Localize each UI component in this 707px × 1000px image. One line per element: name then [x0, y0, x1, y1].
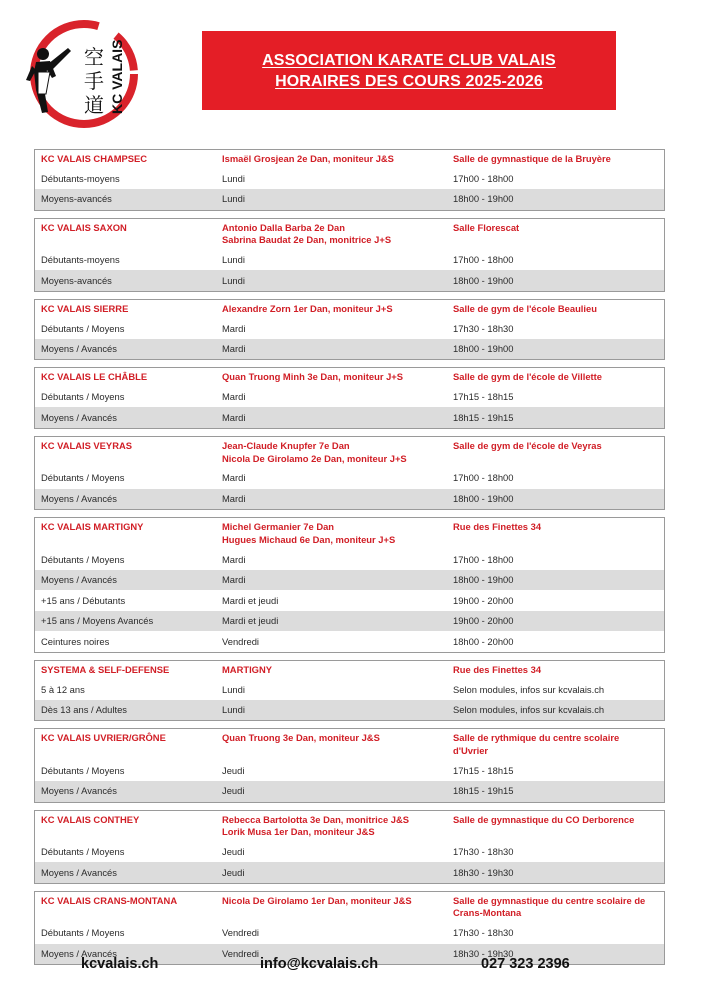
location-line: Rue des Finettes 34: [453, 521, 542, 533]
instructor-line: MARTIGNY: [222, 663, 272, 675]
location-line: Salle de gymnastique de la Bruyère: [453, 153, 611, 164]
course-level: Dès 13 ans / Adultes: [41, 704, 127, 716]
course-time: 18h00 - 19h00: [453, 492, 514, 504]
course-time: 18h00 - 20h00: [453, 635, 514, 647]
course-day: Mardi: [222, 492, 246, 504]
schedule-row: [35, 781, 664, 802]
course-time: 18h00 - 19h00: [453, 343, 514, 355]
club-name: [35, 371, 222, 384]
title-line-2: HORAIRES DES COURS 2025-2026: [275, 72, 543, 90]
schedule-row: [35, 489, 664, 510]
course-time: 17h15 - 18h15: [453, 391, 514, 403]
course-time: 18h30 - 19h30: [453, 866, 514, 878]
schedule-row: [35, 250, 664, 271]
schedule-row: [35, 169, 664, 190]
course-level: Débutants-moyens: [41, 172, 120, 184]
course-level: Débutants / Moyens: [41, 472, 125, 484]
course-time: 17h00 - 18h00: [453, 172, 514, 184]
course-day: Mardi: [222, 343, 246, 355]
course-time: 17h30 - 18h30: [453, 846, 514, 858]
course-level: Moyens / Avancés: [41, 492, 117, 504]
club-section: [34, 436, 665, 510]
club-name: [35, 440, 222, 465]
club-section: [34, 367, 665, 429]
course-day: Lundi: [222, 274, 245, 286]
title-banner: [202, 31, 616, 110]
section-header: [35, 811, 664, 842]
course-level: Moyens-avancés: [41, 193, 112, 205]
club-name-text: KC VALAIS SAXON: [41, 221, 127, 233]
location-line: Salle de gym de l'école de Villette: [453, 371, 602, 383]
contact-footer: [0, 956, 707, 980]
karate-logo-icon: [22, 14, 140, 132]
course-day: Mardi et jeudi: [222, 594, 279, 606]
course-day: Jeudi: [222, 785, 245, 797]
course-day: Mardi: [222, 391, 246, 403]
course-day: Jeudi: [222, 764, 245, 776]
instructor-line: Jean-Claude Knupfer 7e Dan: [222, 439, 350, 451]
section-header: [35, 437, 664, 468]
course-time: 17h30 - 18h30: [453, 927, 514, 939]
website-link[interactable]: kcvalais.ch: [81, 956, 159, 972]
schedule-row: [35, 407, 664, 428]
location-line: Salle de gym de l'école de Veyras: [453, 439, 602, 451]
course-time: 17h15 - 18h15: [453, 764, 514, 776]
schedule-row: [35, 318, 664, 339]
instructors: [222, 153, 453, 166]
course-level: Débutants / Moyens: [41, 764, 125, 776]
logo-text: KC VALAIS: [109, 39, 125, 114]
course-day: Mardi: [222, 472, 246, 484]
section-header: [35, 368, 664, 387]
location: [453, 521, 664, 546]
instructors: [222, 521, 453, 546]
course-level: Débutants / Moyens: [41, 391, 125, 403]
location-line: Salle de rythmique du centre scolaire: [453, 732, 620, 744]
club-name: [35, 664, 222, 677]
club-name: [35, 895, 222, 920]
instructor-line: Ismaël Grosjean 2e Dan, moniteur J&S: [222, 153, 394, 164]
club-section: [34, 891, 665, 965]
course-time: 18h00 - 19h00: [453, 193, 514, 205]
location: [453, 732, 664, 757]
schedule-row: [35, 339, 664, 360]
schedule-row: [35, 679, 664, 700]
instructor-line: Nicola De Girolamo 2e Dan, moniteur J+S: [222, 452, 407, 464]
club-name: [35, 732, 222, 757]
instructors: [222, 371, 453, 384]
course-level: 5 à 12 ans: [41, 683, 85, 695]
course-level: Débutants / Moyens: [41, 927, 125, 939]
logo-kanji-3: 道: [84, 93, 104, 117]
club-name-text: KC VALAIS SIERRE: [41, 302, 129, 314]
club-section: [34, 149, 665, 211]
instructors: [222, 440, 453, 465]
instructor-line: Quan Truong Minh 3e Dan, moniteur J+S: [222, 371, 404, 383]
location: [453, 153, 664, 166]
location-line: d'Uvrier: [453, 745, 489, 757]
club-section: [34, 660, 665, 722]
club-name-text: KC VALAIS CRANS-MONTANA: [41, 894, 178, 906]
course-level: Moyens / Avancés: [41, 343, 117, 355]
course-level: Moyens-avancés: [41, 274, 112, 286]
course-day: Lundi: [222, 683, 245, 695]
course-time: Selon modules, infos sur kcvalais.ch: [453, 704, 605, 716]
course-time: 18h30 - 19h30: [453, 947, 514, 959]
club-name-text: SYSTEMA & SELF-DEFENSE: [41, 663, 170, 675]
schedule-list: [34, 149, 665, 972]
title-line-1: ASSOCIATION KARATE CLUB VALAIS: [262, 51, 556, 69]
location-line: Salle de gymnastique du centre scolaire de: [453, 894, 646, 906]
club-logo: [22, 14, 140, 132]
course-day: Mardi: [222, 553, 246, 565]
instructor-line: Rebecca Bartolotta 3e Dan, monitrice J&S: [222, 813, 410, 825]
course-level: +15 ans / Débutants: [41, 594, 126, 606]
schedule-row: [35, 700, 664, 721]
instructor-line: Hugues Michaud 6e Dan, moniteur J+S: [222, 533, 396, 545]
club-name-text: KC VALAIS LE CHÂBLE: [41, 371, 148, 383]
club-name-text: KC VALAIS CONTHEY: [41, 813, 140, 825]
schedule-row: [35, 761, 664, 782]
course-day: Lundi: [222, 254, 245, 266]
club-section: [34, 728, 665, 802]
instructor-line: Lorik Musa 1er Dan, moniteur J&S: [222, 826, 375, 838]
course-day: Vendredi: [222, 927, 260, 939]
instructors: [222, 814, 453, 839]
course-time: Selon modules, infos sur kcvalais.ch: [453, 683, 605, 695]
phone-number: 027 323 2396: [481, 956, 570, 972]
location-line: Salle de gym de l'école Beaulieu: [453, 302, 597, 314]
location: [453, 222, 664, 247]
course-time: 18h00 - 19h00: [453, 274, 514, 286]
course-level: Débutants / Moyens: [41, 322, 125, 334]
schedule-row: [35, 387, 664, 408]
club-name-text: KC VALAIS CHAMPSEC: [41, 153, 148, 164]
course-day: Jeudi: [222, 866, 245, 878]
course-day: Lundi: [222, 172, 245, 184]
schedule-row: [35, 842, 664, 863]
course-level: Débutants / Moyens: [41, 553, 125, 565]
course-day: Vendredi: [222, 947, 260, 959]
instructor-line: Alexandre Zorn 1er Dan, moniteur J+S: [222, 302, 393, 314]
course-level: Débutants / Moyens: [41, 846, 125, 858]
club-name-text: KC VALAIS VEYRAS: [41, 439, 132, 451]
schedule-row: [35, 549, 664, 570]
course-day: Mardi et jeudi: [222, 615, 279, 627]
course-time: 17h00 - 18h00: [453, 553, 514, 565]
club-name-text: KC VALAIS MARTIGNY: [41, 521, 144, 533]
course-time: 19h00 - 20h00: [453, 615, 514, 627]
section-header: [35, 518, 664, 549]
course-time: 18h15 - 19h15: [453, 411, 514, 423]
location: [453, 303, 664, 316]
course-day: Jeudi: [222, 846, 245, 858]
email-link[interactable]: info@kcvalais.ch: [260, 956, 379, 972]
instructor-line: Antonio Dalla Barba 2e Dan: [222, 221, 345, 233]
instructors: [222, 664, 453, 677]
club-section: [34, 218, 665, 292]
location: [453, 895, 664, 920]
course-day: Lundi: [222, 704, 245, 716]
club-section: [34, 517, 665, 653]
schedule-row: [35, 923, 664, 944]
club-name-text: KC VALAIS UVRIER/GRÔNE: [41, 732, 166, 744]
section-header: [35, 892, 664, 923]
course-time: 17h00 - 18h00: [453, 254, 514, 266]
logo-kanji-1: 空: [84, 45, 104, 69]
schedule-row: [35, 590, 664, 611]
course-level: Moyens / Avancés: [41, 411, 117, 423]
location-line: Salle de gymnastique du CO Derborence: [453, 813, 635, 825]
instructors: [222, 732, 453, 757]
location: [453, 814, 664, 839]
course-time: 18h00 - 19h00: [453, 574, 514, 586]
course-time: 17h30 - 18h30: [453, 322, 514, 334]
club-section: [34, 810, 665, 884]
section-header: [35, 219, 664, 250]
course-time: 17h00 - 18h00: [453, 472, 514, 484]
club-name: [35, 521, 222, 546]
section-header: [35, 300, 664, 319]
location-line: Rue des Finettes 34: [453, 663, 542, 675]
course-day: Mardi: [222, 411, 246, 423]
section-header: [35, 150, 664, 169]
club-name: [35, 303, 222, 316]
instructor-line: Michel Germanier 7e Dan: [222, 521, 335, 533]
schedule-row: [35, 468, 664, 489]
schedule-row: [35, 570, 664, 591]
course-time: 19h00 - 20h00: [453, 594, 514, 606]
location-line: Salle Florescat: [453, 221, 520, 233]
club-name: [35, 153, 222, 166]
instructor-line: Quan Truong 3e Dan, moniteur J&S: [222, 732, 380, 744]
section-header: [35, 661, 664, 680]
club-name: [35, 814, 222, 839]
location: [453, 664, 664, 677]
club-section: [34, 299, 665, 361]
course-level: Moyens / Avancés: [41, 866, 117, 878]
schedule-row: [35, 189, 664, 210]
location: [453, 440, 664, 465]
instructor-line: Nicola De Girolamo 1er Dan, moniteur J&S: [222, 894, 412, 906]
course-day: Lundi: [222, 193, 245, 205]
instructors: [222, 303, 453, 316]
schedule-row: [35, 270, 664, 291]
course-day: Mardi: [222, 574, 246, 586]
location: [453, 371, 664, 384]
course-day: Mardi: [222, 322, 246, 334]
section-header: [35, 729, 664, 760]
course-level: Débutants-moyens: [41, 254, 120, 266]
course-level: +15 ans / Moyens Avancés: [41, 615, 154, 627]
logo-kanji-2: 手: [84, 69, 104, 93]
course-level: Ceintures noires: [41, 635, 110, 647]
instructors: [222, 222, 453, 247]
course-level: Moyens / Avancés: [41, 785, 117, 797]
schedule-row: [35, 631, 664, 652]
location-line: Crans-Montana: [453, 907, 522, 919]
course-level: Moyens / Avancés: [41, 574, 117, 586]
course-time: 18h15 - 19h15: [453, 785, 514, 797]
instructors: [222, 895, 453, 920]
course-level: Moyens / Avancés: [41, 947, 117, 959]
schedule-row: [35, 611, 664, 632]
club-name: [35, 222, 222, 247]
course-day: Vendredi: [222, 635, 260, 647]
instructor-line: Sabrina Baudat 2e Dan, monitrice J+S: [222, 234, 392, 246]
schedule-row: [35, 862, 664, 883]
